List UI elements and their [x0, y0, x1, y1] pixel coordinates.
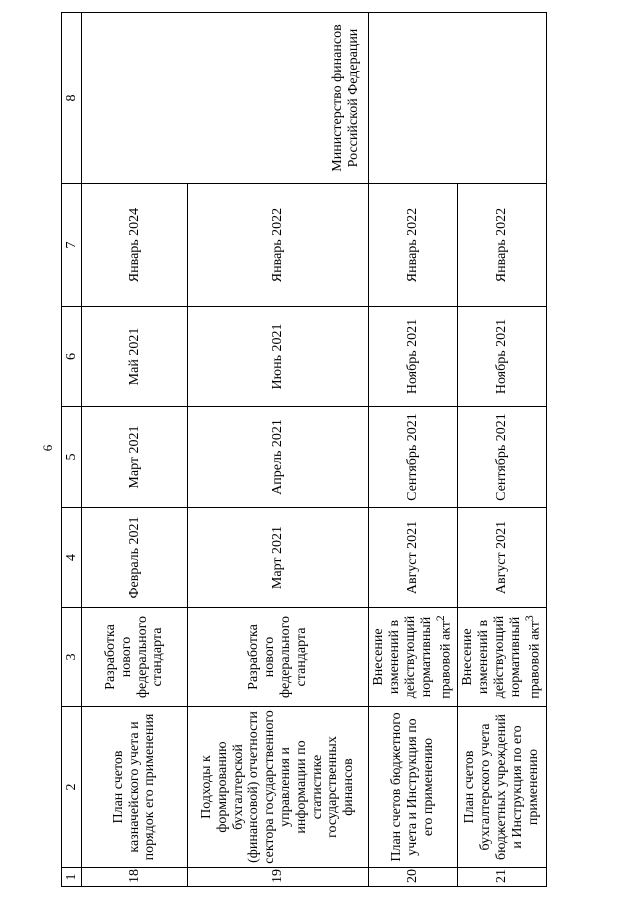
date-cell: Ноябрь 2021 — [458, 307, 547, 407]
footnote-marker: 3 — [523, 615, 537, 622]
row-number: 20 — [369, 868, 458, 887]
footnote-marker: 2 — [434, 615, 448, 622]
date-cell: Сентябрь 2021 — [369, 407, 458, 508]
standard-name: План счетов бухгалтерского учета бюджетных учреждений и Инструкция по его применению — [458, 707, 547, 868]
action-type: Разработка нового федерального стандарта — [82, 608, 188, 707]
action-type — [458, 608, 547, 707]
date-cell: Август 2021 — [458, 508, 547, 608]
rotated-table-container — [61, 13, 545, 887]
column-number: 1 — [62, 868, 82, 887]
action-type — [369, 608, 458, 707]
standard-name: План счетов казначейского учета и порядок его применения — [82, 707, 188, 868]
column-number: 6 — [62, 307, 82, 407]
action-type: Разработка нового федерального стандарта — [188, 608, 369, 707]
date-cell: Март 2021 — [82, 407, 188, 508]
date-cell: Ноябрь 2021 — [369, 307, 458, 407]
action-text: Внесение изменений в действующий нормативный правовой акт — [460, 615, 544, 699]
date-cell: Сентябрь 2021 — [458, 407, 547, 508]
date-cell: Январь 2024 — [82, 184, 188, 307]
page-number: 6 — [40, 444, 55, 452]
row-number: 18 — [82, 868, 188, 887]
date-cell: Март 2021 — [188, 508, 369, 608]
standard-name: Подходы к формированию бухгалтерской (финансовой) отчетности сектора государственного управления и информации по статистике государственных финансов — [188, 707, 369, 868]
date-cell: Август 2021 — [369, 508, 458, 608]
date-cell: Январь 2022 — [369, 184, 458, 307]
date-cell: Январь 2022 — [458, 184, 547, 307]
column-number: 5 — [62, 407, 82, 508]
column-number-row — [62, 13, 82, 887]
action-text: Внесение изменений в действующий нормативный правовой акт — [371, 615, 455, 699]
column-number: 4 — [62, 508, 82, 608]
responsible-ministry: Министерство финансов Российской Федерации — [82, 13, 369, 184]
column-number: 3 — [62, 608, 82, 707]
column-number: 7 — [62, 184, 82, 307]
table-row — [369, 13, 458, 887]
column-number: 8 — [62, 13, 82, 184]
schedule-table — [61, 12, 547, 887]
row-number: 19 — [188, 868, 369, 887]
date-cell: Апрель 2021 — [188, 407, 369, 508]
table-row — [82, 13, 188, 887]
date-cell: Май 2021 — [82, 307, 188, 407]
date-cell: Июнь 2021 — [188, 307, 369, 407]
column-number: 2 — [62, 707, 82, 868]
standard-name: План счетов бюджетного учета и Инструкция по его применению — [369, 707, 458, 868]
empty-cell — [369, 13, 547, 184]
date-cell: Январь 2022 — [188, 184, 369, 307]
date-cell: Февраль 2021 — [82, 508, 188, 608]
row-number: 21 — [458, 868, 547, 887]
